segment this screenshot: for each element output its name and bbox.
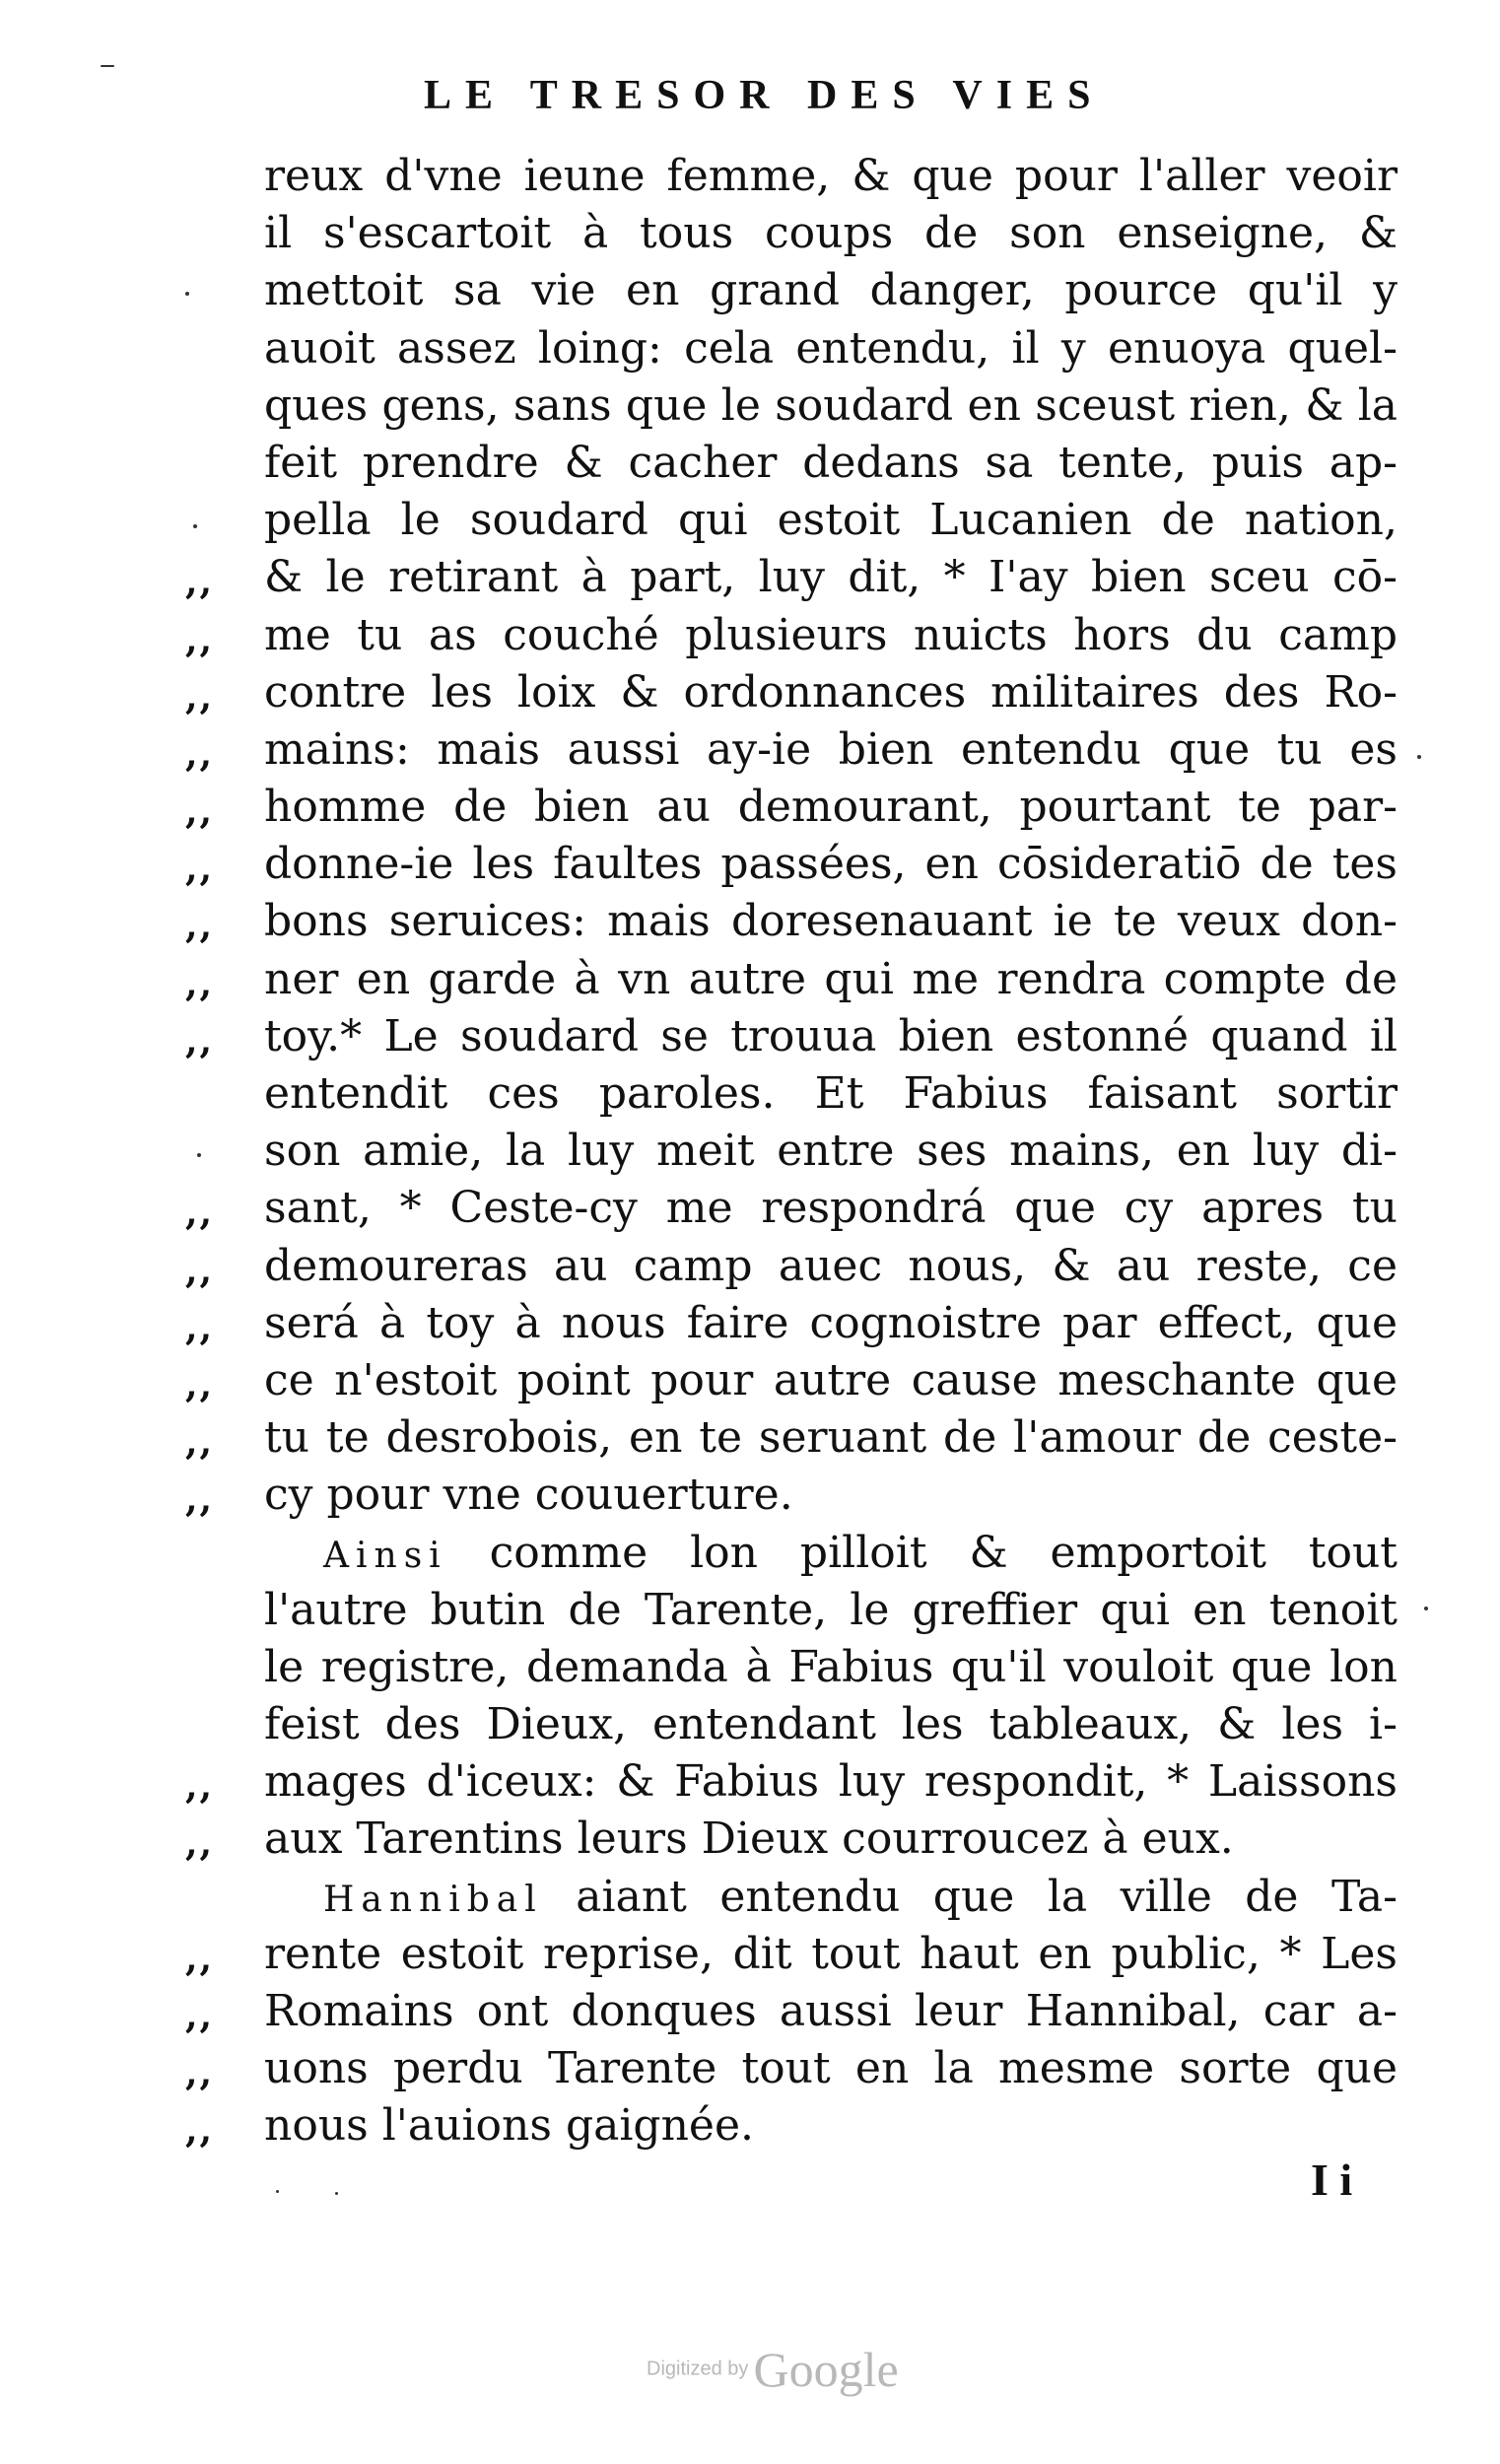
scan-speck [1417, 755, 1421, 759]
quote-mark: ,, [185, 2052, 215, 2094]
line-text: mains: mais aussi ay-ie bien entendu que tu es [264, 723, 1398, 775]
scan-speck [335, 2192, 338, 2195]
quote-mark: ,, [185, 1306, 215, 1348]
line-text: será à toy à nous faire cognoistre par effect, que [264, 1297, 1398, 1348]
quote-mark: ,, [185, 618, 215, 660]
text-line [185, 664, 1398, 721]
text-line [264, 1525, 1398, 1582]
text-line [264, 148, 1398, 205]
paragraph-lead-word: Ainsi [323, 1535, 447, 1576]
text-line [185, 1983, 1398, 2040]
text-line [185, 2097, 1398, 2155]
text-line [264, 1123, 1398, 1180]
text-line [185, 893, 1398, 950]
text-line [264, 377, 1398, 435]
line-text: nous l'auions gaignée. [264, 2100, 754, 2152]
line-text: entendit ces paroles. Et Fabius faisant sortir [264, 1068, 1398, 1119]
text-line [185, 951, 1398, 1008]
text-line [264, 492, 1398, 549]
text-line [264, 1696, 1398, 1753]
line-text: Romains ont donques aussi leur Hannibal, car a- [264, 1986, 1398, 2036]
text-line [185, 836, 1398, 893]
scan-speck [276, 2190, 279, 2193]
text-line [185, 1295, 1398, 1352]
text-line [185, 1352, 1398, 1409]
text-line [185, 2040, 1398, 2097]
text-line [264, 1065, 1398, 1123]
line-text: l'autre butin de Tarente, le greffier qui en tenoit [264, 1584, 1398, 1635]
scan-speck [197, 1153, 201, 1157]
watermark-prefix: Digitized by [647, 2358, 749, 2380]
body-text [185, 148, 1398, 2156]
text-line [185, 1753, 1398, 1811]
text-line [185, 1409, 1398, 1467]
running-head: LE TRESOR DES VIES [424, 73, 1105, 118]
line-text: demoureras au camp auec nous, & au reste, ce [264, 1240, 1398, 1291]
text-line [185, 721, 1398, 779]
paragraph-lead-word: Hannibal [323, 1879, 543, 1920]
quote-mark: ,, [185, 1822, 215, 1865]
watermark-logo: Google [753, 2342, 899, 2397]
quote-mark: ,, [185, 848, 215, 890]
quote-mark: ,, [185, 905, 215, 947]
text-line [264, 1582, 1398, 1639]
quote-mark: ,, [185, 790, 215, 833]
quote-mark: ,, [185, 1937, 215, 1979]
text-line [185, 549, 1398, 606]
digitization-watermark [647, 2341, 899, 2398]
quote-mark: ,, [185, 1765, 215, 1808]
line-text: ques gens, sans que le soudard en sceust rien, & la [264, 379, 1398, 431]
line-text: mettoit sa vie en grand danger, pource qu'il y [264, 265, 1398, 316]
line-text: toy.* Le soudard se trouua bien estonné quand il [264, 1010, 1398, 1061]
text-line [185, 1926, 1398, 1983]
line-text: le registre, demanda à Fabius qu'il vouloit que lon [264, 1641, 1398, 1692]
line-text: reux d'vne ieune femme, & que pour l'aller veoir [264, 151, 1398, 201]
text-line [185, 1467, 1398, 1524]
quote-mark: ,, [185, 561, 215, 603]
line-text: rente estoit reprise, dit tout haut en public, * Les [264, 1928, 1398, 1979]
text-line [185, 1008, 1398, 1065]
line-text: aiant entendu que la ville de Ta- [576, 1871, 1398, 1922]
quote-mark: ,, [185, 1192, 215, 1234]
quote-mark: ,, [185, 1478, 215, 1521]
text-line [185, 607, 1398, 664]
quote-mark: ,, [185, 1995, 215, 2036]
text-line [264, 320, 1398, 377]
line-text: auoit assez loing: cela entendu, il y enuoya quel- [264, 322, 1398, 374]
scan-speck [1424, 1607, 1428, 1610]
text-line [185, 779, 1398, 836]
line-text: feit prendre & cacher dedans sa tente, puis ap- [264, 437, 1398, 488]
text-line [264, 1639, 1398, 1696]
text-line [264, 262, 1398, 319]
line-text: cy pour vne couuerture. [264, 1470, 793, 1521]
line-text: contre les loix & ordonnances militaires des Ro- [264, 666, 1398, 718]
line-text: tu te desrobois, en te seruant de l'amour de ceste- [264, 1412, 1398, 1464]
line-text: il s'escartoit à tous coups de son enseigne, & [264, 208, 1398, 259]
line-text: bons seruices: mais doresenauant ie te veux don- [264, 896, 1398, 947]
line-text: comme lon pilloit & emportoit tout [489, 1527, 1398, 1578]
scan-speck [101, 65, 114, 67]
scan-speck [193, 524, 197, 528]
line-text: pella le soudard qui estoit Lucanien de nation, [264, 495, 1398, 546]
quote-mark: ,, [185, 1249, 215, 1291]
line-text: me tu as couché plusieurs nuicts hors du camp [264, 609, 1398, 660]
quote-mark: ,, [185, 675, 215, 718]
signature-mark: I i [1311, 2155, 1353, 2205]
text-line [185, 1180, 1398, 1237]
quote-mark: ,, [185, 2109, 215, 2152]
text-line [185, 1811, 1398, 1868]
quote-mark: ,, [185, 1421, 215, 1464]
line-text: aux Tarentins leurs Dieux courroucez à eux. [264, 1814, 1234, 1865]
line-text: son amie, la luy meit entre ses mains, en luy di- [264, 1126, 1398, 1177]
text-line [185, 1238, 1398, 1295]
line-text: ner en garde à vn autre qui me rendra compte de [264, 953, 1398, 1004]
line-text: donne-ie les faultes passées, en cōsideratiō de tes [264, 839, 1398, 890]
quote-mark: ,, [185, 1363, 215, 1405]
text-line [264, 435, 1398, 492]
quote-mark: ,, [185, 732, 215, 775]
line-text: ce n'estoit point pour autre cause meschante que [264, 1354, 1398, 1405]
text-line [264, 205, 1398, 262]
scan-speck [185, 292, 189, 296]
line-text: mages d'iceux: & Fabius luy respondit, * Laissons [264, 1756, 1398, 1808]
quote-mark: ,, [185, 1019, 215, 1061]
quote-mark: ,, [185, 962, 215, 1004]
line-text: homme de bien au demourant, pourtant te par- [264, 782, 1398, 833]
line-text: & le retirant à part, luy dit, * I'ay bien sceu cō- [264, 552, 1398, 603]
line-text: sant, * Ceste-cy me respondrá que cy apres tu [264, 1183, 1398, 1234]
line-text: uons perdu Tarente tout en la mesme sorte que [264, 2043, 1398, 2094]
line-text: feist des Dieux, entendant les tableaux, & les i- [264, 1699, 1398, 1750]
text-line [264, 1869, 1398, 1926]
